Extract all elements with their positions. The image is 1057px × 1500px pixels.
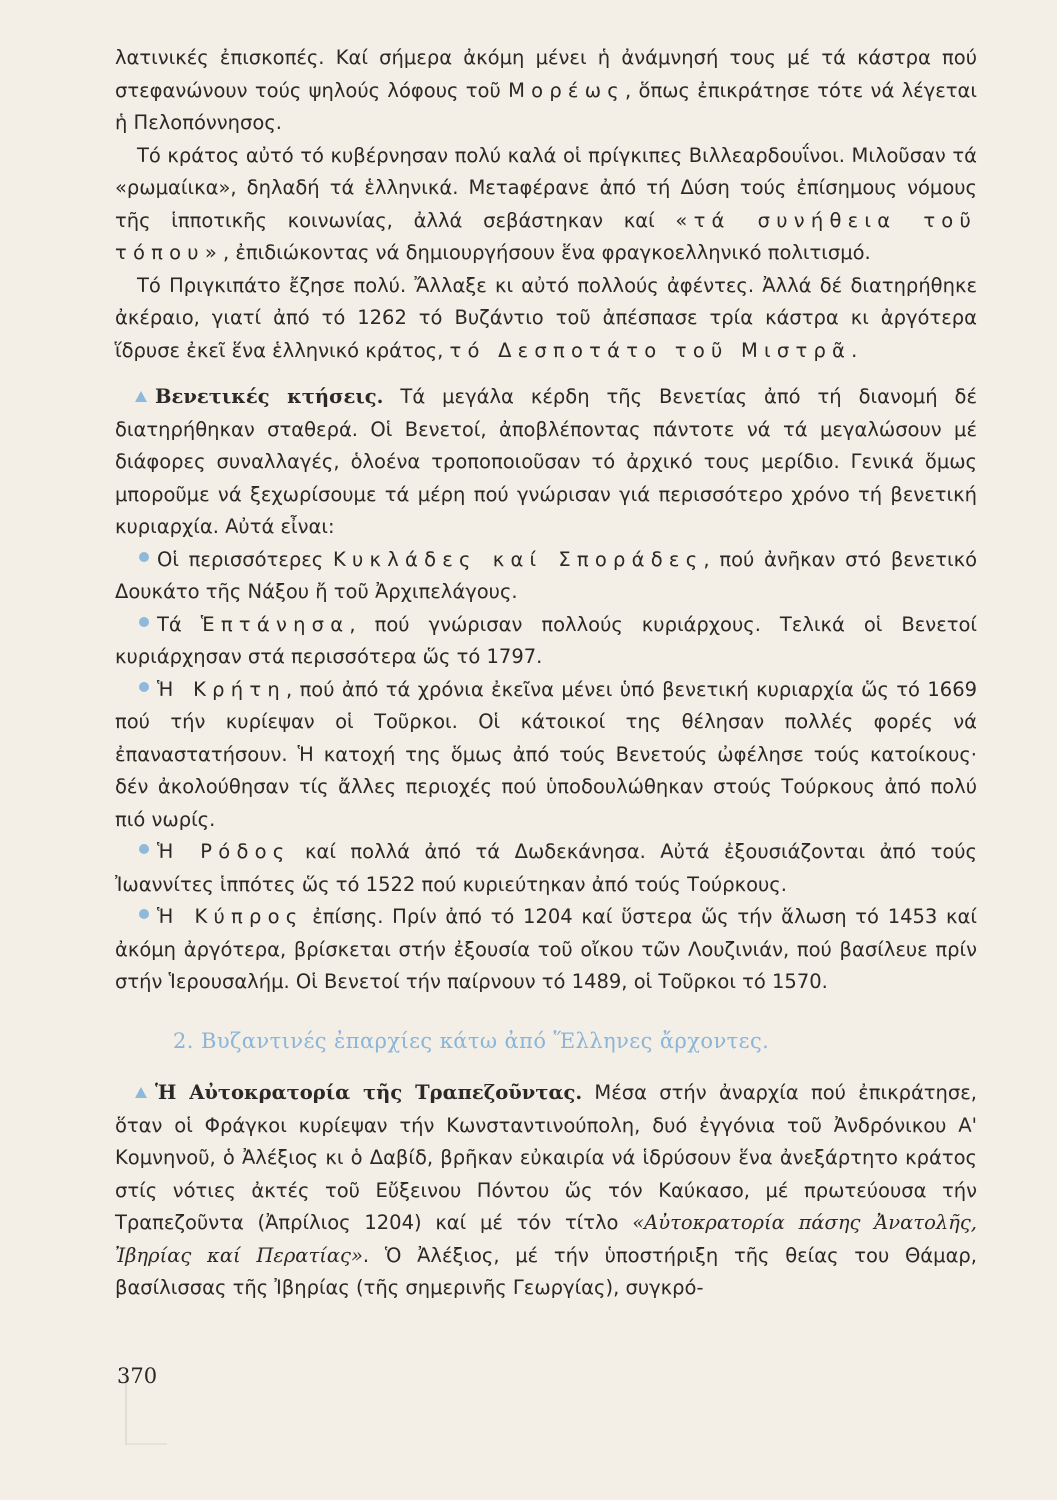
bullet-icon (139, 552, 149, 562)
paragraph-trebizond: Ἡ Αὐτοκρατορία τῆς Τραπεζοῦντας. Μέσα στήν ἀναρχία πού ἐπικράτησε, ὅταν οἱ Φράγκοι κυρίεψαν τήν Κωνσταντινούπολη, δυό ἐγγόνια τοῦ Ἀνδρόνικου Α' Κομνηνοῦ, ὁ Ἀλέξιος κι ὁ Δαβίδ, βρῆκαν εὐκαιρία νά ἱδρύσουν ἕνα ἀνεξάρτητο κράτος στίς νότιες ἀκτές τοῦ Εὔξεινου Πόντου ὥς τόν Καύκασο, μέ πρωτεύουσα τήν Τραπεζοῦντα (Ἀπρίλιος 1204) καί μέ τόν τίτλο «Αὐτοκρατορία πάσης Ἀνατολῆς, Ἰβηρίας καί Περατίας». Ὁ Ἀλέξιος, μέ τήν ὑποστήριξη τῆς θείας του Θάμαρ, βασίλισσας τῆς Ἰβηρίας (τῆς σημερινῆς Γεωργίας), συγκρό- (115, 1081, 978, 1299)
page-body (115, 42, 977, 1305)
list-item: Ἡ Ρόδος καί πολλά ἀπό τά Δωδεκάνησα. Αὐτά ἐξουσιάζονται ἀπό τούς Ἰωαννίτες ἱππότες ὥς τό 1522 πού κυριεύτηκαν ἀπό τούς Τούρκους. (115, 840, 977, 896)
page-number: 370 (117, 1364, 158, 1388)
list-item: Ἡ Κρήτη, πού ἀπό τά χρόνια ἐκεῖνα μένει ὑπό βενετική κυριαρχία ὥς τό 1669 πού τήν κυρίεψαν οἱ Τοῦρκοι. Οἱ κάτοικοί της θέλησαν πολλές φορές νά ἐπαναστατήσουν. Ἡ κατοχή της ὅμως ἀπό τούς Βενετούς ὠφέλησε τούς κατοίκους· δέν ἀκολούθησαν τίς ἄλλες περιοχές πού ὑποδουλώθηκαν στούς Τούρκους ἀπό πολύ πιό νωρίς. (115, 677, 978, 831)
list-item: Ἡ Κύπρος ἐπίσης. Πρίν ἀπό τό 1204 καί ὕστερα ὥς τήν ἅλωση τό 1453 καί ἀκόμη ἀργότερα, βρίσκεται στήν ἐξουσία τοῦ οἴκου τῶν Λουζινιάν, πού βασίλευε πρίν στήν Ἱερουσαλήμ. Οἱ Βενετοί τήν παίρνουν τό 1489, οἱ Τοῦρκοι τό 1570. (115, 905, 977, 993)
bullet-icon (139, 844, 149, 854)
paragraph-villehardouin: Τό κράτος αὐτό τό κυβέρνησαν πολύ καλά οἱ πρίγκιπες Βιλλεαρδουΐνοι. Μιλοῦσαν τά «ρωμαίικα», δηλαδή τά ἑλληνικά. Μετaφέρανε ἀπό τή Δύση τούς ἐπίσημους νόμους τῆς ἱπποτικῆς κοινωνίας, ἀλλά σεβάστηκαν καί «τά συνήθεια τοῦ τόπου», ἐπιδιώκοντας νά δημιουργήσουν ἕνα φραγκοελληνικό πολιτισμό. (115, 143, 977, 264)
triangle-marker-icon (135, 391, 147, 402)
paragraph-principality: Τό Πριγκιπάτο ἔζησε πολύ. Ἄλλαξε κι αὐτό πολλούς ἀφέντες. Ἀλλά δέ διατηρήθηκε ἀκέραιο, γιατί ἀπό τό 1262 τό Βυζάντιο τοῦ ἀπέσπασε τρία κάστρα κι ἀργότερα ἵδρυσε ἐκεῖ ἕνα ἑλληνικό κράτος, τό Δεσποτάτο τοῦ Μιστρᾶ. (115, 273, 977, 362)
page-edge-line (127, 1443, 167, 1445)
list-item: Οἱ περισσότερες Κυκλάδες καί Σποράδες, πού ἀνῆκαν στό βενετικό Δουκάτο τῆς Νάξου ἤ τοῦ Ἀρχιπελάγους. (115, 547, 977, 603)
section-heading-venetian: Βενετικές κτήσεις. (155, 385, 384, 408)
paragraph-moreas: λατινικές ἐπισκοπές. Καί σήμερα ἀκόμη μένει ἡ ἀνάμνησή τους μέ τά κάστρα πού στεφανώνουν τούς ψηλούς λόφους τοῦ Μορέως, ὅπως ἐπικράτησε τότε νά λέγεται ἡ Πελοπόννησος. (115, 46, 977, 134)
bullet-icon (139, 617, 149, 627)
paragraph-venetian: Βενετικές κτήσεις. Τά μεγάλα κέρδη τῆς Βενετίας ἀπό τή διανομή δέ διατηρήθηκαν σταθερά. Οἱ Βενετοί, ἀποβλέποντας πάντοτε νά τά μεγαλώσουν μέ διάφορες συναλλαγές, ὁλοένα τροποποιοῦσαν τό ἀρχικό τους μερίδιο. Γενικά ὅμως μποροῦμε νά ξεχωρίσουμε τά μέρη πού γνώρισαν γιά περισσότερο χρόνο τή βενετική κυριαρχία. Αὐτά εἶναι: (115, 385, 977, 538)
section-title-byzantine-provinces: 2. Βυζαντινές ἐπαρχίες κάτω ἀπό Ἕλληνες ἄρχοντες. (173, 1028, 770, 1053)
bullet-icon (139, 909, 149, 919)
triangle-marker-icon (135, 1087, 147, 1098)
bullet-icon (139, 682, 149, 692)
spaced-term-customs: «τά συνήθεια τοῦ τόπου» (115, 208, 977, 264)
spaced-term-despotate: τό Δεσποτάτο τοῦ Μιστρᾶ (449, 338, 852, 362)
list-item: Τά Ἑπτάνησα, πού γνώρισαν πολλούς κυριάρχους. Τελικά οἱ Βενετοί κυριάρχησαν στά περισσότερα ὥς τό 1797. (115, 612, 978, 668)
spaced-term-moreos: Μορέως (508, 78, 625, 102)
section-heading-trebizond: Ἡ Αὐτοκρατορία τῆς Τραπεζοῦντας. (155, 1081, 583, 1104)
empire-title: «Αὐτοκρατορία πάσης Ἀνατολῆς, Ἰβηρίας καί Περατίας» (115, 1211, 977, 1267)
